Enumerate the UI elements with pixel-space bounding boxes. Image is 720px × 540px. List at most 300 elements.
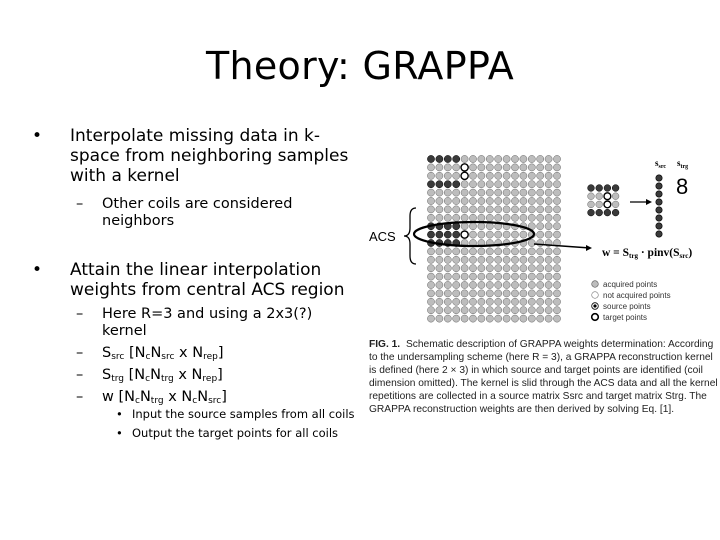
grid-point [511, 181, 518, 188]
grid-point [495, 172, 502, 179]
grid-point [469, 256, 476, 263]
grid-point [545, 298, 552, 305]
grid-point [469, 248, 476, 255]
grid-point [503, 164, 510, 171]
grid-point [537, 239, 544, 246]
grid-point [553, 315, 560, 322]
grid-point [427, 189, 434, 196]
sub-bullet-strg [28, 367, 358, 384]
grid-point [427, 298, 434, 305]
grid-point [436, 206, 443, 213]
grid-point [486, 189, 493, 196]
grid-point [537, 256, 544, 263]
formula-text: ] [217, 367, 223, 383]
grid-point [478, 315, 485, 322]
grid-point [444, 298, 451, 305]
vector-source-point [656, 223, 662, 229]
kernel-source-point [588, 209, 595, 216]
bullet-text: Interpolate missing data in k-space from neighboring samples with a kernel [70, 126, 349, 186]
grid-point [503, 172, 510, 179]
grappa-figure [362, 150, 702, 330]
arrow-head [586, 245, 592, 251]
grid-point [545, 290, 552, 297]
grid-point [537, 265, 544, 272]
legend-target-marker [592, 314, 599, 321]
grid-point [486, 307, 493, 314]
grid-point [436, 164, 443, 171]
grid-point [511, 298, 518, 305]
grid-point [537, 214, 544, 221]
grid-point [528, 256, 535, 263]
bullet-attain [28, 260, 358, 300]
grid-point [486, 315, 493, 322]
grid-point [511, 155, 518, 162]
acs-label: ACS [369, 229, 396, 244]
grid-point [453, 248, 460, 255]
grid-point [486, 214, 493, 221]
grid-point [520, 298, 527, 305]
grid-point [495, 281, 502, 288]
formula-sub: c [145, 352, 151, 362]
grid-point [469, 206, 476, 213]
grid-point [469, 307, 476, 314]
subsub-bullet-output [28, 427, 358, 440]
kernel-point [588, 193, 595, 200]
grid-point [427, 197, 434, 204]
vector-source-point [656, 215, 662, 221]
bullet-dot: • [116, 407, 123, 421]
grid-point [486, 273, 493, 280]
grid-point [486, 290, 493, 297]
source-point [427, 155, 434, 162]
grid-point [520, 256, 527, 263]
grid-point [453, 290, 460, 297]
grid-point [486, 172, 493, 179]
grid-point [478, 223, 485, 230]
grid-point [520, 189, 527, 196]
grid-point [537, 189, 544, 196]
grid-point [495, 256, 502, 263]
kernel-source-point [604, 185, 611, 192]
grid-point [453, 206, 460, 213]
subsub-text: Output the target points for all coils [132, 426, 339, 440]
formula-sub: src [161, 352, 175, 362]
grid-point [495, 206, 502, 213]
grid-point [553, 281, 560, 288]
grid-point [553, 273, 560, 280]
bullet-text: Attain the linear interpolation weights from central ACS region [70, 260, 345, 300]
grid-point [537, 315, 544, 322]
grid-point [503, 189, 510, 196]
grid-point [461, 298, 468, 305]
grid-point [478, 155, 485, 162]
grid-point [511, 248, 518, 255]
grid-point [461, 181, 468, 188]
dash-mark: – [76, 306, 84, 322]
sub-bullet-w [28, 389, 358, 406]
grid-point [503, 256, 510, 263]
grid-point [553, 164, 560, 171]
grid-point [545, 273, 552, 280]
grid-point [486, 231, 493, 238]
grid-point [478, 256, 485, 263]
grid-point [511, 315, 518, 322]
src-col-label: $s_{src}$ [655, 158, 667, 170]
formula-sub: src [111, 352, 125, 362]
grid-point [436, 197, 443, 204]
sub-bullet-ssrc [28, 345, 358, 362]
grid-point [453, 172, 460, 179]
vector-source-point [656, 191, 662, 197]
grid-point [444, 248, 451, 255]
grid-point [444, 172, 451, 179]
grid-point [553, 189, 560, 196]
grid-point [461, 265, 468, 272]
grid-point [503, 197, 510, 204]
grid-point [528, 172, 535, 179]
legend-not-acquired-label: not acquired points [603, 291, 671, 300]
formula-text: S [102, 367, 112, 383]
grid-point [436, 298, 443, 305]
grid-point [436, 189, 443, 196]
grid-point [528, 239, 535, 246]
grid-point [486, 256, 493, 263]
grid-point [486, 281, 493, 288]
source-point [436, 181, 443, 188]
grid-point [486, 298, 493, 305]
grid-point [553, 265, 560, 272]
legend-source-label: source points [603, 302, 651, 311]
grid-point [520, 315, 527, 322]
source-point [427, 181, 434, 188]
source-point [444, 181, 451, 188]
grid-point [511, 197, 518, 204]
grid-point [444, 206, 451, 213]
vector-source-point [656, 231, 662, 237]
target-point [461, 172, 468, 179]
grid-point [503, 298, 510, 305]
kernel-source-point [596, 185, 603, 192]
grid-point [461, 290, 468, 297]
formula-text: N [150, 345, 162, 361]
dash-mark: – [76, 345, 84, 361]
slide-title: Theory: GRAPPA [205, 44, 515, 88]
kernel-point [588, 201, 595, 208]
formula-text: ] [217, 345, 224, 361]
dash-mark: – [76, 196, 84, 212]
grid-point [537, 197, 544, 204]
grid-point [478, 290, 485, 297]
grid-point [453, 265, 460, 272]
grid-point [528, 290, 535, 297]
grid-point [545, 197, 552, 204]
grid-point [469, 298, 476, 305]
grid-point [427, 256, 434, 263]
grid-point [503, 248, 510, 255]
formula-sub: c [134, 396, 140, 406]
grid-point [461, 248, 468, 255]
formula-text: x N [163, 389, 193, 405]
grid-point [503, 273, 510, 280]
subsub-text: Input the source samples from all coils [132, 407, 355, 421]
grid-point [553, 181, 560, 188]
grid-point [553, 172, 560, 179]
grid-point [444, 214, 451, 221]
grid-point [427, 206, 434, 213]
grid-point [436, 307, 443, 314]
target-eight: 8 [676, 174, 689, 199]
grid-point [528, 164, 535, 171]
grid-point [528, 197, 535, 204]
formula-sub: c [192, 396, 198, 406]
grid-point [469, 197, 476, 204]
grid-point [427, 307, 434, 314]
vector-source-point [656, 207, 662, 213]
bullet-dot: • [32, 126, 43, 146]
grid-point [545, 248, 552, 255]
grid-point [520, 206, 527, 213]
kernel-source-point [604, 209, 611, 216]
source-point [444, 231, 451, 238]
grid-point [503, 281, 510, 288]
formula-text: x N [173, 367, 203, 383]
bullet-dot: • [116, 426, 123, 440]
grid-point [511, 281, 518, 288]
vector-source-point [656, 183, 662, 189]
grid-point [461, 256, 468, 263]
grid-point [436, 273, 443, 280]
grid-point [486, 265, 493, 272]
grid-point [444, 256, 451, 263]
formula-text: [N [124, 367, 146, 383]
grid-point [537, 164, 544, 171]
sub-bullet-text: Other coils are considered neighbors [102, 196, 293, 229]
grid-point [511, 273, 518, 280]
grid-point [453, 307, 460, 314]
kspace-grid [427, 155, 560, 322]
grid-point [520, 181, 527, 188]
grid-point [503, 265, 510, 272]
grid-point [553, 256, 560, 263]
grid-point [528, 206, 535, 213]
grid-point [545, 181, 552, 188]
grid-point [528, 189, 535, 196]
grid-point [511, 172, 518, 179]
grid-point [511, 256, 518, 263]
formula-sub: trg [111, 374, 125, 384]
grid-point [495, 181, 502, 188]
grid-point [520, 273, 527, 280]
grid-point [545, 307, 552, 314]
grid-point [444, 281, 451, 288]
grid-point [520, 248, 527, 255]
grid-point [520, 155, 527, 162]
grid-point [495, 155, 502, 162]
kernel-diagram [588, 185, 619, 216]
grid-point [511, 290, 518, 297]
grid-point [495, 197, 502, 204]
grid-point [444, 189, 451, 196]
grid-point [436, 214, 443, 221]
grid-point [486, 197, 493, 204]
grid-point [528, 155, 535, 162]
grid-point [486, 181, 493, 188]
target-point [461, 231, 468, 238]
formula-text: N [150, 367, 161, 383]
grid-point [511, 206, 518, 213]
grid-point [444, 164, 451, 171]
grid-point [495, 214, 502, 221]
grid-point [427, 273, 434, 280]
grid-point [503, 290, 510, 297]
grid-point [453, 256, 460, 263]
grid-point [537, 248, 544, 255]
grid-point [436, 315, 443, 322]
grid-point [444, 315, 451, 322]
grid-point [469, 189, 476, 196]
grid-point [478, 189, 485, 196]
grid-point [553, 307, 560, 314]
grid-point [461, 197, 468, 204]
grid-point [444, 307, 451, 314]
formula-sub: rep [203, 352, 218, 362]
grid-point [545, 214, 552, 221]
grid-point [427, 315, 434, 322]
grid-point [545, 231, 552, 238]
grid-point [436, 248, 443, 255]
grid-point [461, 155, 468, 162]
figure-caption [369, 338, 720, 416]
grid-point [453, 281, 460, 288]
grid-point [520, 231, 527, 238]
kernel-source-point [612, 185, 619, 192]
bullet-list [28, 126, 358, 440]
grid-point [453, 298, 460, 305]
grid-point [478, 265, 485, 272]
grid-point [436, 172, 443, 179]
grid-point [553, 206, 560, 213]
grid-point [478, 307, 485, 314]
grid-point [478, 273, 485, 280]
grid-point [469, 231, 476, 238]
grid-point [427, 281, 434, 288]
grid-point [469, 315, 476, 322]
grid-point [453, 214, 460, 221]
grid-point [511, 164, 518, 171]
legend-acquired-marker [592, 281, 599, 288]
kernel-source-point [596, 209, 603, 216]
grid-point [503, 315, 510, 322]
source-point [453, 155, 460, 162]
grid-point [495, 298, 502, 305]
grid-point [545, 315, 552, 322]
grid-point [495, 265, 502, 272]
grid-point [427, 164, 434, 171]
grid-point [553, 214, 560, 221]
grid-point [503, 181, 510, 188]
grid-point [537, 290, 544, 297]
grid-point [520, 164, 527, 171]
grid-point [537, 273, 544, 280]
grid-point [453, 189, 460, 196]
grid-point [478, 298, 485, 305]
grid-point [469, 164, 476, 171]
grid-point [520, 214, 527, 221]
formula-sub: trg [160, 374, 174, 384]
grid-point [503, 155, 510, 162]
formula-text: x N [174, 345, 204, 361]
kernel-target-point [604, 193, 611, 200]
dash-mark: – [76, 389, 84, 405]
dash-mark: – [76, 367, 84, 383]
grid-point [545, 189, 552, 196]
grid-point [528, 181, 535, 188]
grid-point [427, 214, 434, 221]
grid-point [528, 248, 535, 255]
grid-point [545, 281, 552, 288]
grid-point [537, 307, 544, 314]
grid-point [444, 290, 451, 297]
grid-point [537, 155, 544, 162]
legend-acquired-label: acquired points [603, 280, 658, 289]
caption-label: FIG. 1. [369, 339, 401, 350]
formula-text: [N [124, 345, 146, 361]
grid-point [495, 290, 502, 297]
grid-point [486, 155, 493, 162]
grid-point [453, 273, 460, 280]
kernel-target-point [604, 201, 611, 208]
formula-text: ] [221, 389, 227, 405]
grid-point [520, 281, 527, 288]
grid-point [553, 248, 560, 255]
grid-point [469, 290, 476, 297]
grid-point [503, 214, 510, 221]
grid-point [520, 290, 527, 297]
kernel-source-point [588, 185, 595, 192]
formula-text: w [N [102, 389, 135, 405]
grid-point [545, 265, 552, 272]
legend-not-acquired-marker [592, 292, 599, 299]
grid-point [528, 273, 535, 280]
sub-bullet-kernel [28, 306, 358, 340]
grid-point [495, 273, 502, 280]
kernel-source-point [612, 209, 619, 216]
grid-point [520, 197, 527, 204]
grid-point [520, 307, 527, 314]
grid-point [427, 265, 434, 272]
grid-point [436, 265, 443, 272]
grid-point [545, 223, 552, 230]
grid-point [478, 197, 485, 204]
caption-text: Schematic description of GRAPPA weights determination: According to the undersampling scheme (here R = 3), a GRAPPA reconstruction kernel is defined (here 2 × 3) in which source and target points are identified (coil dimension omitted). The kernel is slid through the ACS data and all the kernel repetitions are collected in a source matrix Ssrc and target matrix Strg. The GRAPPA reconstruction weights are then derived by solving Eq. [1]. [369, 339, 718, 415]
grid-point [461, 281, 468, 288]
subsub-bullet-input [28, 408, 358, 421]
grid-point [511, 189, 518, 196]
grid-point [427, 290, 434, 297]
grid-point [469, 281, 476, 288]
legend-target-label: target points [603, 313, 648, 322]
grid-point [478, 214, 485, 221]
kernel-point [612, 193, 619, 200]
grid-point [537, 298, 544, 305]
grid-point [553, 231, 560, 238]
grid-point [478, 231, 485, 238]
grid-point [553, 223, 560, 230]
grid-point [495, 164, 502, 171]
kernel-point [596, 193, 603, 200]
grid-point [427, 172, 434, 179]
formula-sub: rep [202, 374, 218, 384]
